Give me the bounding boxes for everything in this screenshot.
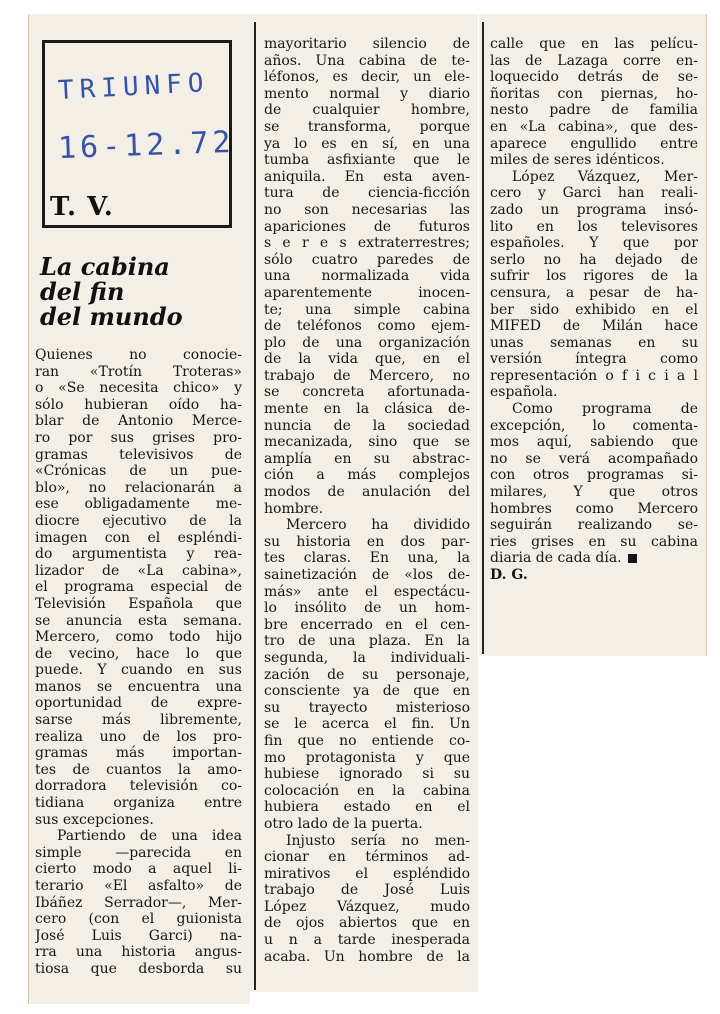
text-line: mo protagonista y que bbox=[264, 749, 470, 766]
text-line: puede. Y cuando en sus bbox=[35, 662, 242, 679]
text-line: Injusto sería no men- bbox=[286, 832, 470, 849]
text-line: versión íntegra como bbox=[490, 351, 698, 368]
text-line: sarse más libremente, bbox=[35, 712, 242, 729]
text-line: amplía en su abstrac- bbox=[264, 450, 470, 467]
text-line: cierto modo a aquel li- bbox=[35, 861, 242, 878]
text-line: léfonos, es decir, un ele- bbox=[264, 69, 470, 86]
text-line: López Vázquez, mudo bbox=[264, 898, 470, 915]
text-line: de cualquier hombre, bbox=[264, 102, 470, 119]
text-line: mos aquí, sabiendo que bbox=[490, 434, 698, 451]
text-line: de vecino, hace lo que bbox=[35, 645, 242, 662]
text-line: imagen con el espléndi- bbox=[35, 529, 242, 546]
text-line: cionar en términos ad- bbox=[264, 849, 470, 866]
text-line: mirativos el espléndido bbox=[264, 865, 470, 882]
text-line: miles de seres idénticos. bbox=[490, 152, 665, 169]
text-line: consciente ya de que en bbox=[264, 683, 470, 700]
text-line: su historia en dos par- bbox=[264, 533, 470, 550]
text-line: no son necesarias las bbox=[264, 201, 470, 218]
text-line: gramas televisivos de bbox=[35, 446, 242, 463]
text-line: años. Una cabina de te- bbox=[264, 52, 470, 69]
text-line: zado un programa insó- bbox=[490, 201, 698, 218]
text-line: tes claras. En una, la bbox=[264, 550, 470, 567]
text-line: ber sido exhibido en el bbox=[490, 301, 698, 318]
text-line: dorradora televisión co- bbox=[35, 778, 242, 795]
text-line: de ojos abiertos que en bbox=[264, 915, 470, 932]
text-line: diaria de cada día. bbox=[490, 550, 698, 567]
text-line: manos se encuentra una bbox=[35, 678, 242, 695]
text-line: representación o f i c i a l bbox=[490, 367, 698, 384]
text-line: blar de Antonio Merce- bbox=[35, 413, 242, 430]
text-line: sólo hubieran oído ha- bbox=[35, 396, 242, 413]
text-line: sainetización de «los de- bbox=[264, 567, 470, 583]
handwritten-publication: TRIUNFO bbox=[57, 68, 211, 106]
text-line: trabajo de José Luis bbox=[264, 882, 470, 899]
text-line: cero y Garci han reali- bbox=[490, 185, 698, 202]
text-line: su trayecto misterioso bbox=[264, 699, 470, 716]
text-line: las de Lazaga corre en- bbox=[490, 52, 698, 69]
text-line: segunda, la individuali- bbox=[264, 649, 470, 666]
article-column-1 bbox=[35, 347, 242, 978]
text-line: no se verá acompañado bbox=[490, 450, 698, 467]
text-line: ries grises en su cabina bbox=[490, 533, 698, 550]
text-line: tumba asfixiante que le bbox=[264, 152, 470, 169]
headline-line: del mundo bbox=[40, 302, 183, 331]
text-line: Mercero, como todo hijo bbox=[35, 629, 242, 646]
text-line: mento normal y diario bbox=[264, 85, 470, 102]
text-line: gramas más importan- bbox=[35, 745, 242, 762]
author-signature: D. G. bbox=[490, 567, 528, 583]
text-line: sus excepciones. bbox=[35, 811, 154, 828]
text-line: tidiana organiza entre bbox=[35, 795, 242, 812]
text-line: plo de una organización bbox=[264, 334, 470, 351]
text-line: lo insólito de un hom- bbox=[264, 600, 470, 617]
text-line: milares, Y que otros bbox=[490, 484, 698, 501]
text-line: simple —parecida en bbox=[35, 844, 242, 861]
text-line: apariciones de futuros bbox=[264, 218, 470, 235]
end-mark-icon bbox=[628, 554, 637, 563]
text-line: se concreta afortunada- bbox=[264, 384, 470, 401]
text-line: «Crónicas de un pue- bbox=[35, 463, 242, 480]
text-line: otro lado de la puerta. bbox=[264, 815, 423, 832]
text-line: cero (con el guionista bbox=[35, 911, 242, 928]
text-line: ñoritas con piernas, ho- bbox=[490, 85, 698, 102]
article-column-2 bbox=[264, 36, 470, 965]
text-line: López Vázquez, Mer- bbox=[512, 168, 698, 185]
text-line: trabajo de Mercero, no bbox=[264, 367, 470, 384]
text-line: do argumentista y rea- bbox=[35, 546, 242, 563]
text-line: hubiese ignorado si su bbox=[264, 766, 470, 783]
text-line: hombre. bbox=[264, 500, 324, 517]
text-line: sufrir los rigores de la bbox=[490, 268, 698, 285]
text-line: tiosa que desborda su bbox=[35, 960, 242, 977]
text-line: te; una simple cabina bbox=[264, 301, 470, 318]
text-line: terario «El asfalto» de bbox=[35, 878, 242, 894]
text-line: hombres como Mercero bbox=[490, 500, 698, 517]
text-line: lito en los televisores bbox=[490, 218, 698, 235]
text-line: zación de su personaje, bbox=[264, 666, 470, 683]
text-line: Partiendo de una idea bbox=[57, 828, 242, 845]
text-line: u n a tarde inesperada bbox=[264, 932, 470, 949]
text-line: mayoritario silencio de bbox=[264, 36, 470, 52]
text-line: ese obligadamente me- bbox=[35, 496, 242, 513]
text-line: fin que no entiende co- bbox=[264, 732, 470, 749]
text-line: aniquila. En esta aven- bbox=[264, 168, 470, 185]
text-line: sólo cuatro paredes de bbox=[264, 251, 470, 268]
text-line: diocre ejecutivo de la bbox=[35, 512, 242, 529]
text-line: Mercero ha dividido bbox=[286, 517, 470, 534]
text-line: el programa especial de bbox=[35, 579, 242, 596]
text-line: calle que en las pelícu- bbox=[490, 36, 698, 52]
text-line: excepción, lo comenta- bbox=[490, 417, 698, 434]
text-line: blo», no relacionarán a bbox=[35, 479, 242, 496]
text-line: loquecido detrás de se- bbox=[490, 69, 698, 86]
text-line: rra una historia angus- bbox=[35, 944, 242, 961]
text-line: serlo no ha dejado de bbox=[490, 251, 698, 268]
headline bbox=[40, 254, 240, 329]
text-line: aparentemente inocen- bbox=[264, 284, 470, 301]
text-line: censura, a pesar de ha- bbox=[490, 284, 698, 301]
text-line: se anuncia esta semana. bbox=[35, 612, 242, 629]
text-line: s e r e s extraterrestres; bbox=[264, 235, 470, 252]
text-line: ya lo es en sí, en una bbox=[264, 135, 470, 152]
text-line: lizador de «La cabina», bbox=[35, 562, 242, 579]
text-line: Televisión Española que bbox=[35, 595, 242, 612]
text-line: colocación en la cabina bbox=[264, 782, 470, 799]
text-line: acaba. Un hombre de la bbox=[264, 948, 470, 965]
text-line: ción a más complejos bbox=[264, 467, 470, 484]
text-line: de la vida que, en el bbox=[264, 351, 470, 368]
section-label: T. V. bbox=[50, 192, 114, 222]
text-line: José Luis Garci) na- bbox=[35, 927, 242, 944]
text-line: o «Se necesita chico» y bbox=[35, 380, 242, 397]
text-line: tro de una plaza. En la bbox=[264, 633, 470, 650]
text-line: hubiera estado en el bbox=[264, 799, 470, 816]
text-line: aparece engullido entre bbox=[490, 135, 698, 152]
text-line: ran «Trotín Troteras» bbox=[35, 363, 242, 380]
text-line: española. bbox=[490, 384, 558, 401]
text-line: Quienes no conocie- bbox=[35, 347, 242, 363]
text-line: más» ante el espectácu- bbox=[264, 583, 470, 600]
text-line: bre encerrado en el cen- bbox=[264, 616, 470, 633]
text-line: nesto padre de familia bbox=[490, 102, 698, 119]
text-line: españoles. Y que por bbox=[490, 235, 698, 252]
headline-line: La cabina bbox=[40, 252, 170, 281]
column-rule bbox=[482, 22, 484, 654]
headline-line: del fin bbox=[40, 277, 125, 306]
column-rule bbox=[254, 22, 256, 990]
text-line: con otros programas si- bbox=[490, 467, 698, 484]
text-line: Ibáñez Serrador—, Mer- bbox=[35, 894, 242, 911]
text-line: modos de anulación del bbox=[264, 484, 470, 501]
text-line: ro por sus grises pro- bbox=[35, 429, 242, 446]
text-line: nuncia de la sociedad bbox=[264, 417, 470, 434]
text-line: se le acerca el fin. Un bbox=[264, 716, 470, 733]
text-line: realiza uno de los pro- bbox=[35, 728, 242, 745]
text-line: seguirán realizando se- bbox=[490, 517, 698, 534]
text-line: tura de ciencia-ficción bbox=[264, 185, 470, 202]
text-line: unas semanas en su bbox=[490, 334, 698, 351]
handwritten-date: 16-12.72 bbox=[57, 124, 236, 167]
article-column-3 bbox=[490, 36, 698, 584]
text-line: de teléfonos como ejem- bbox=[264, 318, 470, 335]
text-line: MIFED de Milán hace bbox=[490, 318, 698, 335]
text-line: tes de cuantos la amo- bbox=[35, 761, 242, 778]
text-line: en «La cabina», que des- bbox=[490, 118, 698, 135]
text-line: mente en la clásica de- bbox=[264, 401, 470, 418]
text-line: Como programa de bbox=[512, 401, 698, 418]
text-line: se transforma, porque bbox=[264, 118, 470, 135]
text-line: una normalizada vida bbox=[264, 268, 470, 285]
text-line: oportunidad de expre- bbox=[35, 695, 242, 712]
text-line: mecanizada, sino que se bbox=[264, 434, 470, 451]
